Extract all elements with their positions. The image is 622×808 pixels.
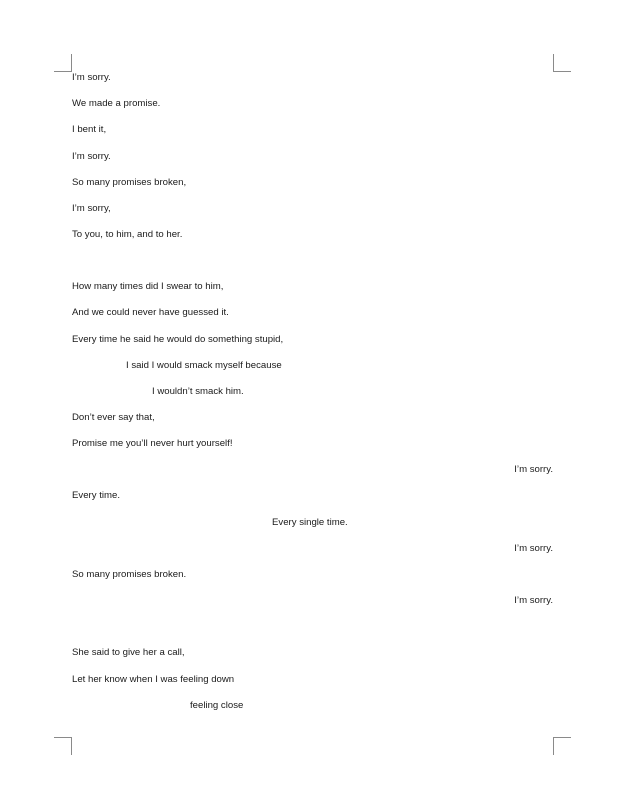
- text-line: I’m sorry.: [514, 543, 553, 554]
- text-line: I’m sorry,: [72, 203, 111, 214]
- text-line: To you, to him, and to her.: [72, 229, 183, 240]
- margin-mark-bottom-right: [553, 737, 571, 755]
- margin-mark-top-right: [553, 54, 571, 72]
- text-line: Don’t ever say that,: [72, 412, 155, 423]
- text-line: So many promises broken,: [72, 177, 187, 188]
- margin-mark-bottom-left: [54, 737, 72, 755]
- text-line: I’m sorry.: [72, 151, 111, 162]
- text-line: feeling close: [190, 700, 244, 711]
- text-line: Promise me you’ll never hurt yourself!: [72, 438, 233, 449]
- text-line: We made a promise.: [72, 98, 161, 109]
- text-line: I’m sorry.: [514, 595, 553, 606]
- text-line: Every time he said he would do something stupid,: [72, 334, 284, 345]
- text-line: I’m sorry.: [72, 72, 111, 83]
- text-line: I wouldn’t smack him.: [152, 386, 244, 397]
- text-line: And we could never have guessed it.: [72, 307, 229, 318]
- text-line: So many promises broken.: [72, 569, 187, 580]
- text-line: Let her know when I was feeling down: [72, 674, 235, 685]
- text-line: I said I would smack myself because: [126, 360, 282, 371]
- text-line: She said to give her a call,: [72, 647, 185, 658]
- text-line: I bent it,: [72, 124, 107, 135]
- text-line: I’m sorry.: [514, 464, 553, 475]
- margin-mark-top-left: [54, 54, 72, 72]
- text-line: How many times did I swear to him,: [72, 281, 224, 292]
- text-line: Every time.: [72, 490, 120, 501]
- text-line: Every single time.: [272, 517, 348, 528]
